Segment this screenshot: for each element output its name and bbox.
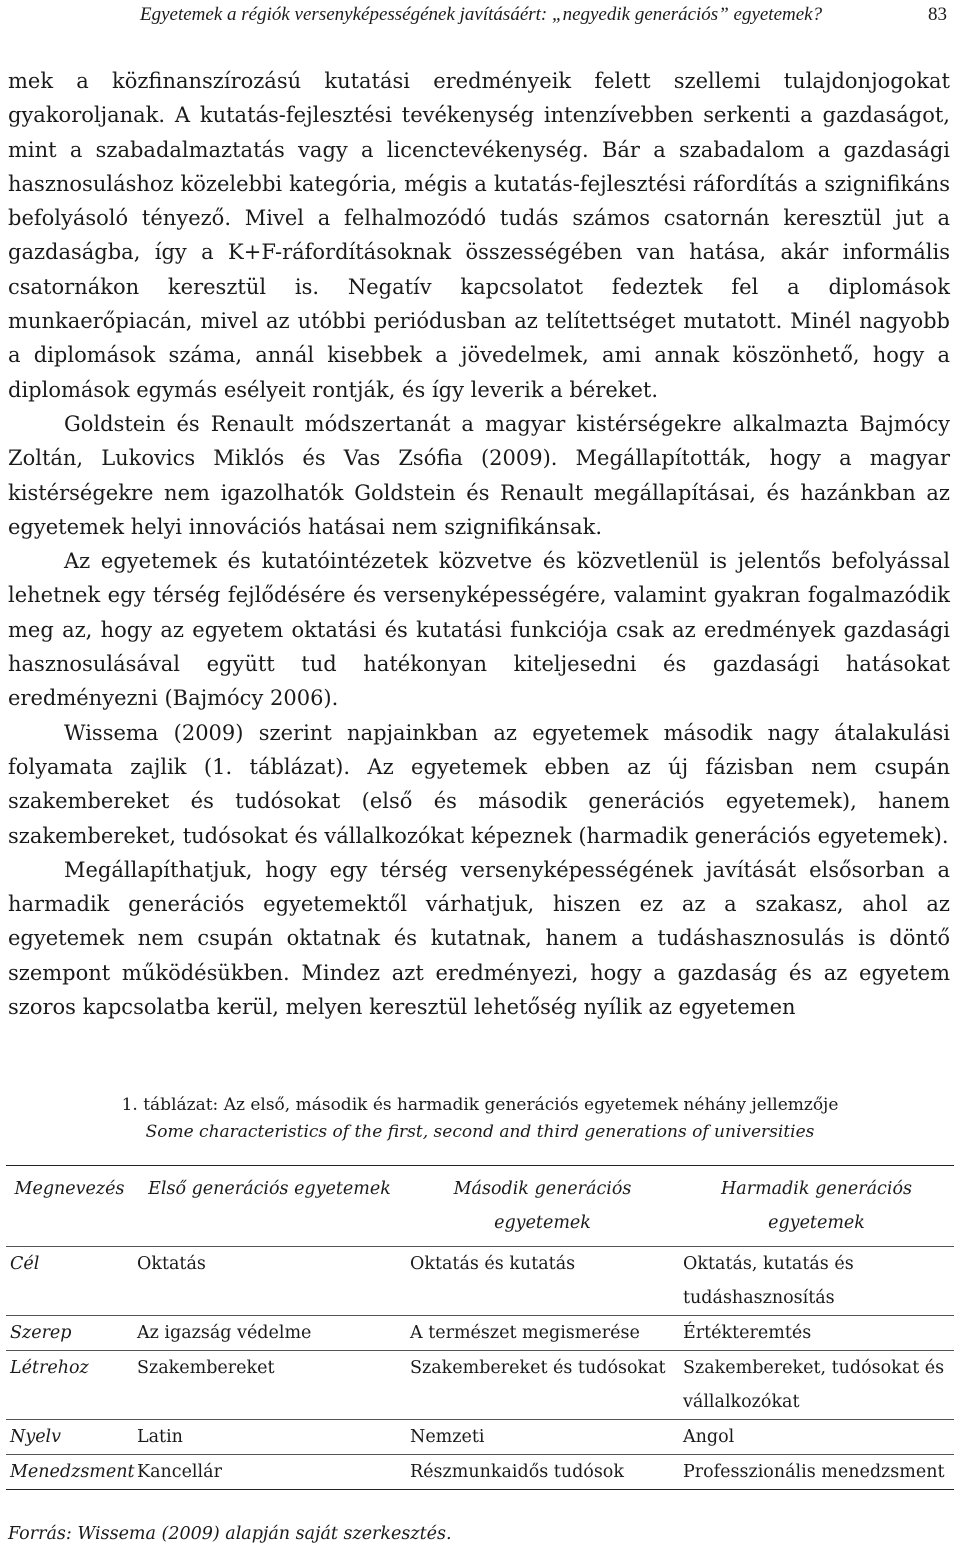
paragraph: Az egyetemek és kutatóintézetek közvetve és közvetlenül is jelentős befolyással lehetnek egy térség fejlődésére és versenyképességére, valamint gyakran fogalmazódik meg az, hogy az egyetem oktatási és kutatási funkciója csak az eredmények gazdasági hasznosulásával együtt tud hatékonyan kiteljesedni és gazdasági hatásokat eredményezni (Bajmócy 2006). <box>8 549 950 711</box>
table-cell: Az igazság védelme <box>133 1316 406 1351</box>
paragraph: Wissema (2009) szerint napjainkban az egyetemek második nagy átalakulási folyamata zajlik (1. táblázat). Az egyetemek ebben az új fázisban nem csupán szakembereket és tudósokat (első és második generációs egyetemek), hanem szakembereket, tudósokat és vállalkozókat képeznek (harmadik generációs egyetemek). <box>8 720 950 848</box>
row-header: Nyelv <box>6 1420 133 1455</box>
column-header: Második generációs egyetemek <box>406 1166 679 1247</box>
table-cell: Részmunkaidős tudósok <box>406 1455 679 1490</box>
table-caption-hu: 1. táblázat: Az első, második és harmadik generációs egyetemek néhány jellemzője <box>121 1095 839 1115</box>
table-header-row <box>6 1166 954 1247</box>
table-cell: Oktatás <box>133 1247 406 1316</box>
table-caption-en: Some characteristics of the first, second and third generations of universities <box>145 1122 815 1142</box>
table-cell: Értékteremtés <box>679 1316 954 1351</box>
table-row <box>6 1455 954 1490</box>
page-number: 83 <box>928 4 947 25</box>
row-header: Létrehoz <box>6 1351 133 1420</box>
column-header: Első generációs egyetemek <box>133 1166 406 1247</box>
table-cell: Szakembereket és tudósokat <box>406 1351 679 1420</box>
paragraph: Megállapíthatjuk, hogy egy térség versenyképességének javítását elsősorban a harmadik generációs egyetemektől várhatjuk, hiszen ez az a szakasz, ahol az egyetemek nem csupán oktatnak és kutatnak, hanem a tudáshasznosulás is döntő szempont működésükben. Mindez azt eredményezi, hogy a gazdaság és az egyetem szoros kapcsolatba kerül, melyen keresztül lehetőség nyílik az egyetemen <box>8 857 950 1020</box>
table-row <box>6 1316 954 1351</box>
body-text <box>8 64 950 1024</box>
paragraph: mek a közfinanszírozású kutatási eredményeik felett szellemi tulajdonjogokat gyakoroljanak. A kutatás-fejlesztési tevékenység intenzívebben serkenti a gazdaságot, mint a szabadalmaztatás vagy a licenctevékenység. Bár a szabadalom a gazdasági hasznosuláshoz közelebbi kategória, mégis a kutatás-fejlesztési ráfordítás a szignifikáns befolyásoló tényező. Mivel a felhalmozódó tudás számos csatornán keresztül jut a gazdaságba, így a K+F-ráfordításoknak összességében van hatása, akár informális csatornákon keresztül is. Negatív kapcsolatot fedeztek fel a diplomások munkaerőpiacán, mivel az utóbbi periódusban az telítettséget mutatott. Minél nagyobb a diplomások száma, annál kisebbek a jövedelmek, ami annak köszönhető, hogy a diplomások egymás esélyeit rontják, és így leverik a béreket. <box>8 69 950 402</box>
row-header: Menedzsment <box>6 1455 133 1490</box>
table-cell: Oktatás, kutatás és tudáshasznosítás <box>679 1247 954 1316</box>
table-cell: Angol <box>679 1420 954 1455</box>
table-cell: A természet megismerése <box>406 1316 679 1351</box>
row-header: Cél <box>6 1247 133 1316</box>
row-header: Szerep <box>6 1316 133 1351</box>
table-caption <box>0 1092 960 1146</box>
table-cell: Professzionális menedzsment <box>679 1455 954 1490</box>
table-row <box>6 1420 954 1455</box>
table-row <box>6 1247 954 1316</box>
table-cell: Szakembereket <box>133 1351 406 1420</box>
paragraph: Goldstein és Renault módszertanát a magyar kistérségekre alkalmazta Bajmócy Zoltán, Lukovics Miklós és Vas Zsófia (2009). Megállapították, hogy a magyar kistérségekre nem igazolhatók Goldstein és Renault megállapításai, és hazánkban az egyetemek helyi innovációs hatásai nem szignifikánsak. <box>8 411 950 539</box>
table-cell: Kancellár <box>133 1455 406 1490</box>
table-cell: Szakembereket, tudósokat és vállalkozókat <box>679 1351 954 1420</box>
table-cell: Oktatás és kutatás <box>406 1247 679 1316</box>
column-header: Megnevezés <box>6 1166 133 1247</box>
table-cell: Nemzeti <box>406 1420 679 1455</box>
table-source: Forrás: Wissema (2009) alapján saját szerkesztés. <box>8 1524 452 1544</box>
running-title: Egyetemek a régiók versenyképességének javításáért: „negyedik generációs” egyetemek? <box>140 4 823 25</box>
generations-table <box>6 1165 954 1490</box>
running-header <box>0 0 960 30</box>
table-row <box>6 1351 954 1420</box>
table-cell: Latin <box>133 1420 406 1455</box>
column-header: Harmadik generációs egyetemek <box>679 1166 954 1247</box>
